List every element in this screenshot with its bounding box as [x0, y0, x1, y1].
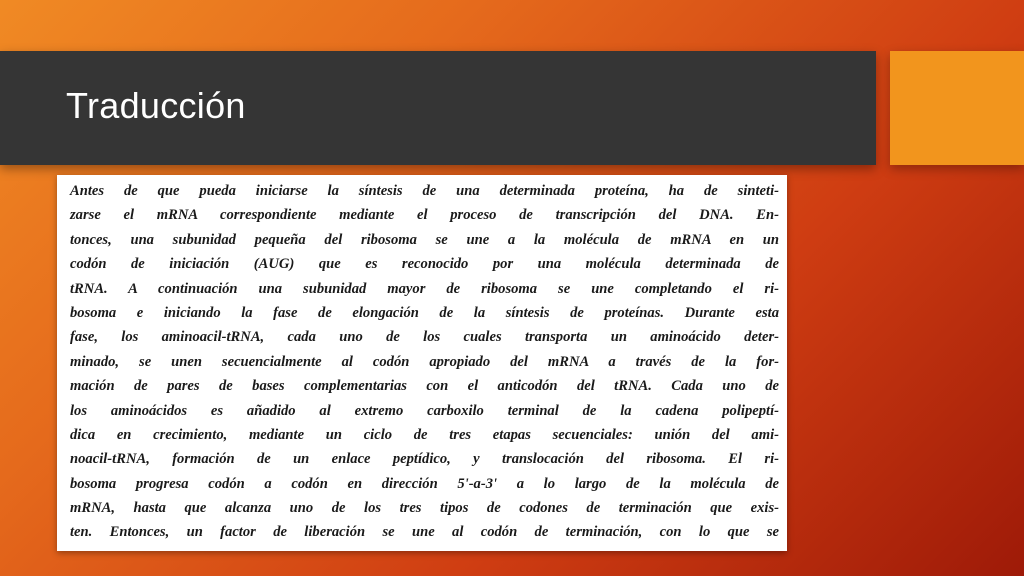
text-line: mRNA, hasta que alcanza uno de los tres tipos de codones de terminación que exis- [70, 500, 779, 517]
text-line: zarse el mRNA correspondiente mediante el proceso de transcripción del DNA. En- [70, 207, 779, 224]
scanned-text-image [57, 175, 787, 551]
text-line: codón de iniciación (AUG) que es reconocido por una molécula determinada de [70, 256, 779, 273]
text-line: ten. Entonces, un factor de liberación se une al codón de terminación, con lo que se [70, 524, 779, 541]
text-line: bosoma e iniciando la fase de elongación de la síntesis de proteínas. Durante esta [70, 304, 779, 321]
text-line: minado, se unen secuencialmente al codón apropiado del mRNA a través de la for- [70, 353, 779, 370]
text-line: fase, los aminoacil-tRNA, cada uno de los cuales transporta un aminoácido deter- [70, 329, 779, 346]
accent-square [890, 51, 1024, 165]
text-line: Antes de que pueda iniciarse la síntesis de una determinada proteína, ha de sinteti- [70, 183, 779, 199]
text-line: noacil-tRNA, formación de un enlace peptídico, y translocación del ribosoma. El ri- [70, 451, 779, 468]
text-line: tRNA. A continuación una subunidad mayor de ribosoma se une completando el ri- [70, 280, 779, 297]
slide-title: Traducción [66, 85, 246, 126]
text-line: tonces, una subunidad pequeña del ribosoma se une a la molécula de mRNA en un [70, 231, 779, 248]
text-line: los aminoácidos es añadido al extremo carboxilo terminal de la cadena polipeptí- [70, 402, 779, 419]
text-line: dica en crecimiento, mediante un ciclo de tres etapas secuenciales: unión del ami- [70, 426, 779, 443]
text-line: bosoma progresa codón a codón en dirección 5'-a-3' a lo largo de la molécula de [70, 475, 779, 492]
text-line: mación de pares de bases complementarias con el anticodón del tRNA. Cada uno de [70, 378, 779, 395]
